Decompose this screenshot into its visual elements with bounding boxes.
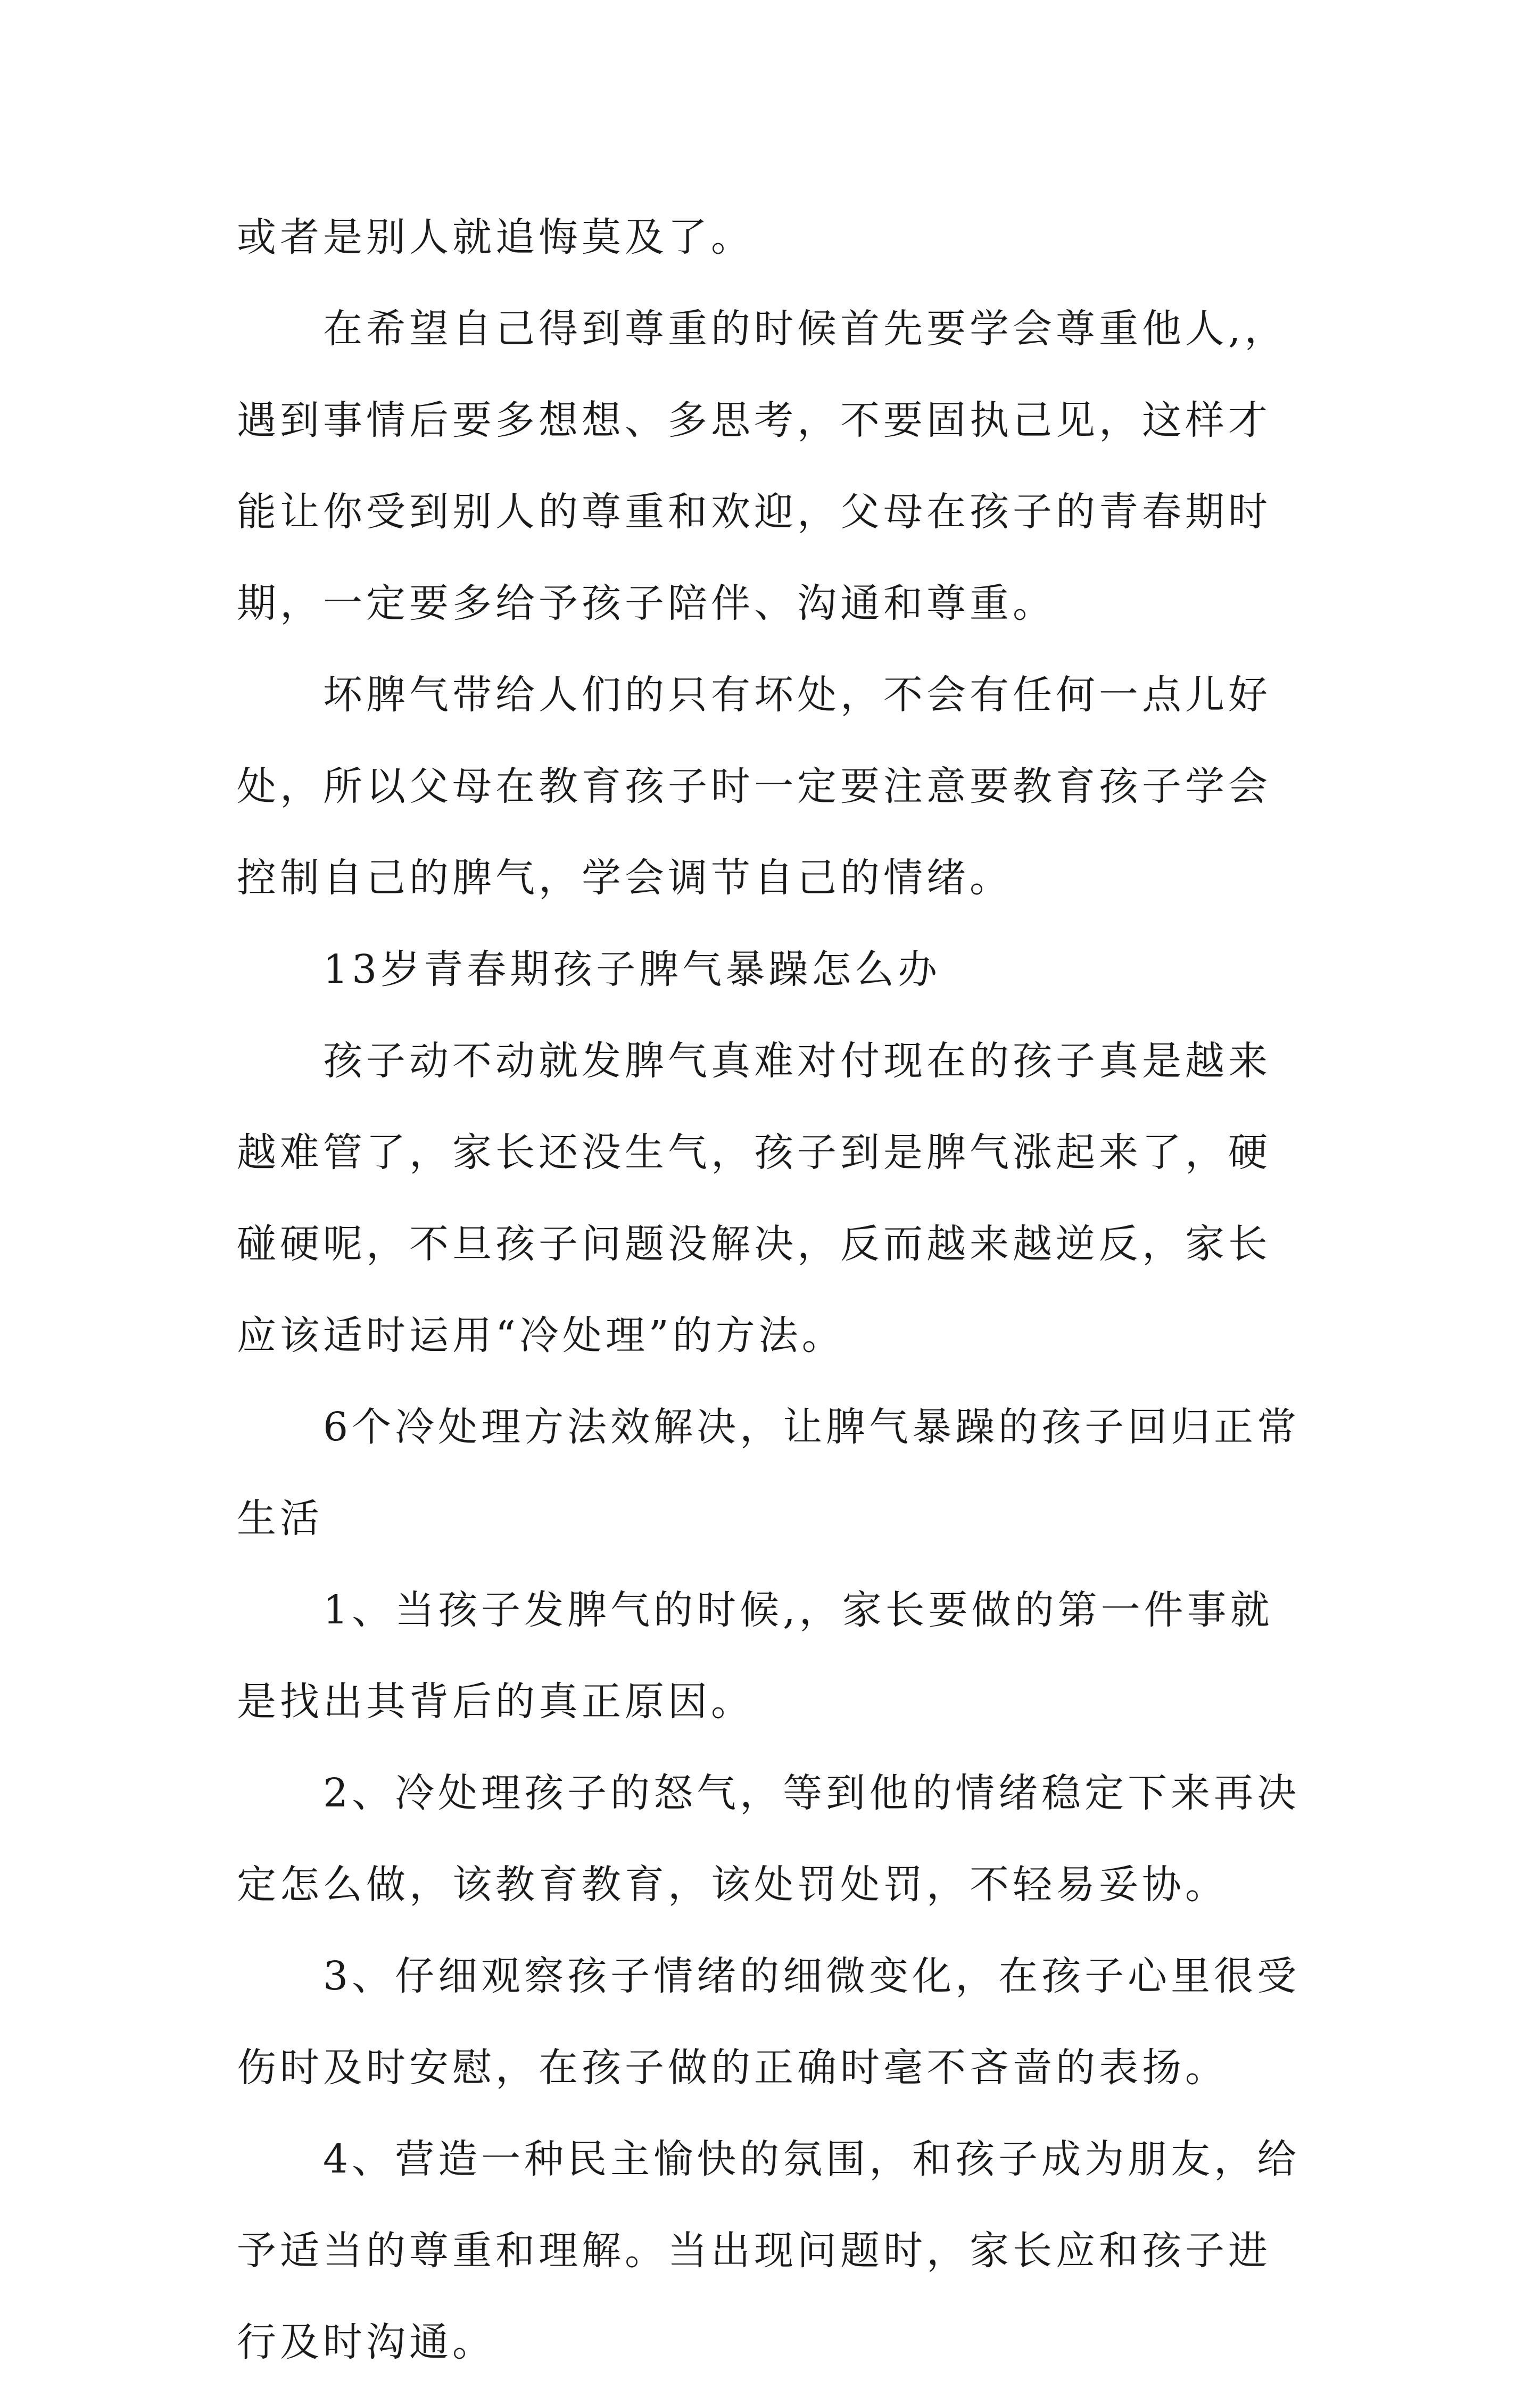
section-heading: 13岁青春期孩子脾气暴躁怎么办	[323, 947, 941, 992]
list-heading: 6个冷处理方法效解决，让脾气暴躁的孩子回归正常生活	[237, 1404, 1301, 1541]
paragraph-4: 孩子动不动就发脾气真难对付现在的孩子真是越来越难管了，家长还没生气，孩子到是脾气涨起来了，硬碰硬呢，不旦孩子问题没解决，反而越来越逆反，家长应该适时运用“冷处理”的方法。	[237, 1038, 1271, 1358]
list-item-3: 3、仔细观察孩子情绪的细微变化，在孩子心里很受伤时及时安慰，在孩子做的正确时毫不吝啬的表扬。	[237, 1953, 1301, 2091]
paragraph-3: 坏脾气带给人们的只有坏处，不会有任何一点儿好处，所以父母在教育孩子时一定要注意要教育孩子学会控制自己的脾气，学会调节自己的情绪。	[237, 672, 1271, 901]
paragraph-1: 或者是别人就追悔莫及了。	[237, 214, 754, 260]
document-body	[237, 192, 1306, 2388]
list-item-2: 2、冷处理孩子的怒气，等到他的情绪稳定下来再决定怎么做，该教育教育，该处罚处罚，不轻易妥协。	[237, 1770, 1301, 1908]
list-item-4: 4、营造一种民主愉快的氛围，和孩子成为朋友，给予适当的尊重和理解。当出现问题时，家长应和孩子进行及时沟通。	[237, 2136, 1301, 2365]
paragraph-2: 在希望自己得到尊重的时候首先要学会尊重他人,，遇到事情后要多想想、多思考，不要固执己见，这样才能让你受到别人的尊重和欢迎，父母在孩子的青春期时期，一定要多给予孩子陪伴、沟通和尊重。	[237, 306, 1288, 626]
list-item-1: 1、当孩子发脾气的时候,，家长要做的第一件事就是找出其背后的真正原因。	[237, 1587, 1273, 1724]
